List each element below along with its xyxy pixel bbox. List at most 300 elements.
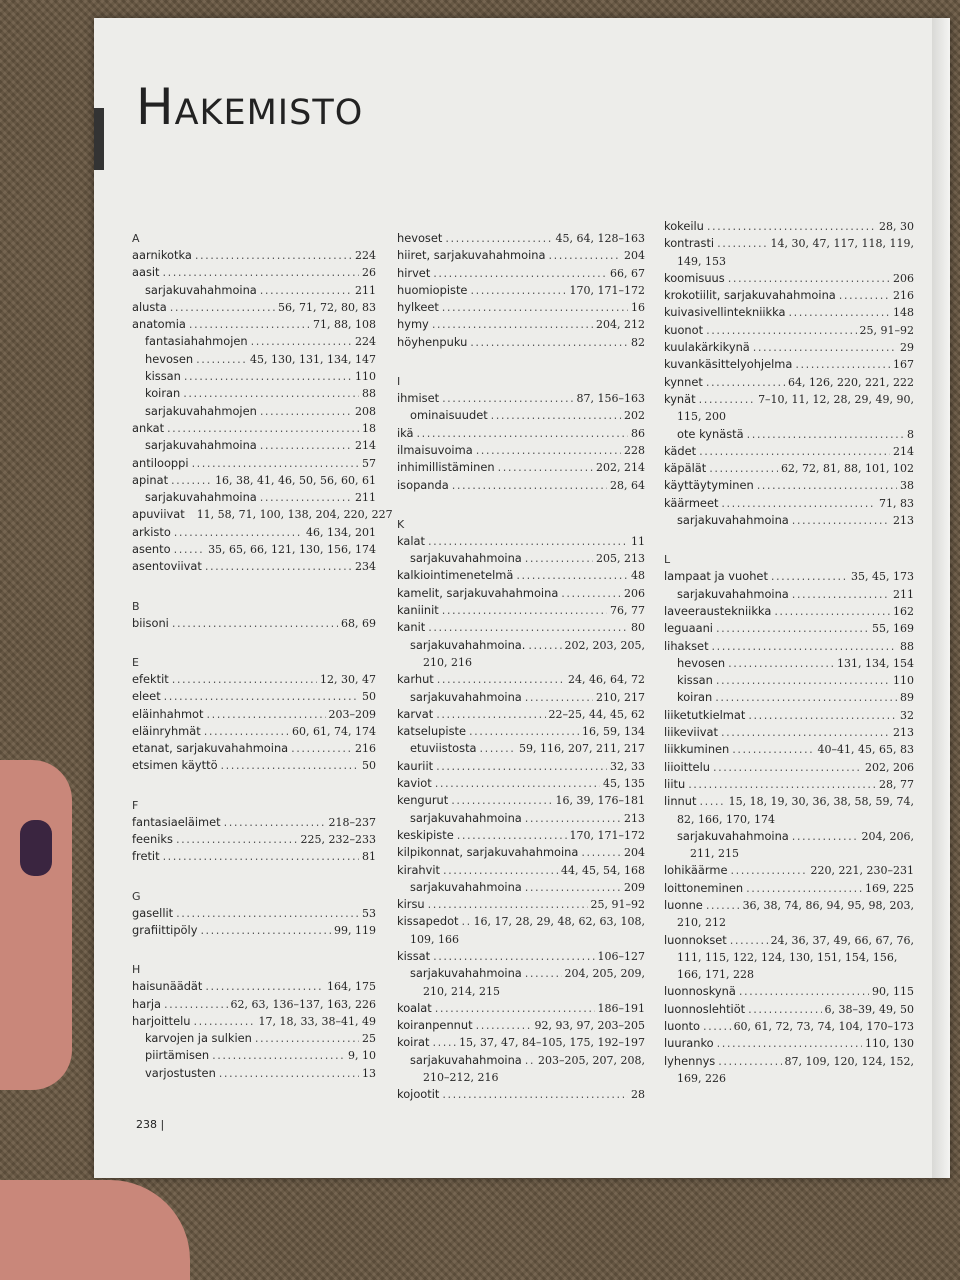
page-number: 238 | (136, 1118, 165, 1131)
leader-dots (792, 586, 890, 603)
index-entry (132, 541, 376, 558)
leader-dots (470, 334, 628, 351)
index-subentry (664, 426, 914, 443)
entry-term: sarjakuvahahmoina (410, 689, 522, 704)
hand-thumb (0, 1180, 190, 1280)
entry-pages: 45, 135 (603, 777, 645, 791)
leader-dots (435, 1000, 595, 1017)
index-entry (397, 671, 645, 688)
index-letter-section (132, 230, 393, 576)
index-entry (664, 793, 914, 810)
leader-dots (207, 706, 326, 723)
index-subentry (397, 637, 645, 654)
index-subentry (132, 1047, 376, 1064)
entry-term: laveeraustekniikka (664, 603, 772, 618)
leader-dots (171, 472, 212, 489)
entry-term: ilmaisuvoima (397, 442, 473, 457)
entry-term: sarjakuvahahmoina (410, 551, 522, 566)
entry-term: lohikäärme (664, 863, 728, 878)
entry-term: sarjakuvahahmojen (145, 403, 257, 418)
leader-dots (716, 620, 869, 637)
index-entry (397, 1086, 645, 1103)
leader-dots (462, 913, 471, 930)
entry-term: kuulakärkikynä (664, 340, 750, 355)
index-entry (664, 287, 914, 304)
index-letter-section (664, 551, 914, 1087)
index-entry (664, 391, 914, 408)
entry-pages: 62, 72, 81, 88, 101, 102 (781, 462, 914, 476)
index-entry (397, 602, 645, 619)
entry-term: arkisto (132, 524, 171, 539)
entry-pages: 202, 206 (865, 760, 914, 774)
index-letter-section (132, 797, 376, 866)
entry-pages: 203–209 (328, 707, 376, 721)
leader-dots (581, 844, 621, 861)
entry-term: kynät (664, 391, 696, 406)
entry-term: hymy (397, 317, 429, 332)
leader-dots (436, 706, 545, 723)
page-title: Hakemisto (136, 78, 364, 136)
index-subentry (397, 965, 645, 982)
leader-dots (435, 775, 600, 792)
entry-term: koiranpennut (397, 1018, 473, 1033)
entry-term: eleet (132, 689, 161, 704)
index-subentry (132, 489, 376, 506)
entry-pages: 211 (893, 587, 914, 601)
entry-term: ikä (397, 425, 414, 440)
leader-dots (255, 1030, 359, 1047)
index-letter-section (132, 654, 376, 775)
leader-dots (212, 1047, 345, 1064)
index-entry (664, 1053, 914, 1070)
leader-dots (721, 495, 876, 512)
entry-pages: 60, 61, 74, 174 (292, 724, 376, 738)
leader-dots (195, 247, 352, 264)
index-subentry (132, 351, 376, 368)
entry-pages: 110, 130 (865, 1037, 914, 1051)
entry-pages: 204 (624, 249, 645, 263)
index-subentry (132, 403, 376, 420)
section-letter: L (664, 553, 671, 567)
entry-term: haisunäädät (132, 979, 203, 994)
entry-pages: 110 (355, 370, 376, 384)
entry-term: kaviot (397, 776, 432, 791)
entry-term: efektit (132, 671, 169, 686)
index-entry (132, 524, 376, 541)
index-subentry (132, 282, 376, 299)
entry-pages-continued: 210, 212 (677, 916, 726, 930)
entry-pages: 36, 38, 74, 86, 94, 95, 98, 203, (742, 898, 914, 912)
entry-term: ankat (132, 420, 165, 435)
leader-dots (728, 270, 890, 287)
leader-dots (163, 848, 359, 865)
entry-term: hirvet (397, 265, 431, 280)
index-entry (397, 390, 645, 407)
entry-term: luonnokset (664, 932, 727, 947)
entry-pages: 214 (893, 444, 914, 458)
index-column-2 (397, 218, 645, 1126)
entry-term: antilooppi (132, 455, 189, 470)
entry-pages: 9, 10 (348, 1049, 376, 1063)
index-letter-section (132, 888, 376, 940)
index-entry (664, 1018, 914, 1035)
entry-pages: 16, 39, 176–181 (555, 794, 645, 808)
leader-dots (260, 403, 352, 420)
leader-dots (189, 316, 310, 333)
index-entry (664, 638, 914, 655)
entry-pages: 44, 45, 54, 168 (561, 863, 645, 877)
entry-pages: 13 (362, 1066, 376, 1080)
index-entry (132, 299, 376, 316)
index-entry (397, 230, 645, 247)
entry-pages: 162 (893, 604, 914, 618)
entry-pages: 17, 18, 33, 38–41, 49 (258, 1014, 376, 1028)
entry-term: liitu (664, 776, 686, 791)
leader-dots (164, 996, 228, 1013)
index-entry (397, 567, 645, 584)
entry-term: käpälät (664, 461, 707, 476)
entry-pages: 15, 18, 19, 30, 36, 38, 58, 59, 74, (728, 795, 914, 809)
index-entry (397, 334, 645, 351)
entry-term: kirahvit (397, 862, 441, 877)
entry-term: sarjakuvahahmoina (410, 810, 522, 825)
leader-dots (164, 688, 359, 705)
entry-term: luonnoskynä (664, 984, 736, 999)
entry-term: katselupiste (397, 724, 466, 739)
entry-pages: 48 (631, 569, 645, 583)
leader-dots (728, 655, 834, 672)
leader-dots (172, 671, 317, 688)
leader-dots (491, 407, 621, 424)
entry-pages: 40–41, 45, 65, 83 (817, 743, 914, 757)
entry-term: kalat (397, 533, 425, 548)
entry-term: käärmeet (664, 495, 719, 510)
leader-dots (748, 707, 897, 724)
entry-pages: 169, 225 (865, 881, 914, 895)
entry-pages: 28, 64 (610, 478, 645, 492)
entry-term: karvojen ja sulkien (145, 1031, 252, 1046)
entry-pages: 81 (362, 850, 376, 864)
leader-dots (470, 282, 566, 299)
entry-term: asento (132, 542, 171, 557)
entry-term: liioittelu (664, 759, 710, 774)
index-entry (397, 442, 645, 459)
entry-term: kädet (664, 443, 697, 458)
entry-term: harjoittelu (132, 1013, 191, 1028)
index-subentry (397, 407, 645, 424)
entry-pages: 53 (362, 906, 376, 920)
index-entry (664, 477, 914, 494)
index-subentry (397, 1052, 645, 1069)
entry-term: karvat (397, 706, 434, 721)
index-entry (397, 1034, 645, 1051)
index-subentry (397, 550, 645, 567)
entry-pages: 170, 171–172 (569, 828, 645, 842)
leader-dots (747, 426, 904, 443)
index-subentry (664, 512, 914, 529)
leader-dots (715, 689, 897, 706)
entry-term: harja (132, 996, 162, 1011)
index-subentry (397, 689, 645, 706)
leader-dots (525, 965, 562, 982)
index-entry (132, 1013, 376, 1030)
entry-term: fantasiahahmojen (145, 334, 248, 349)
entry-term: liikkuminen (664, 742, 730, 757)
entry-pages-continued: 211, 215 (690, 847, 739, 861)
entry-pages: 6, 38–39, 49, 50 (824, 1002, 914, 1016)
entry-term: kamelit, sarjakuvahahmoina (397, 585, 559, 600)
index-letter-section (132, 961, 376, 1082)
entry-pages: 28, 30 (879, 220, 914, 233)
entry-term: hevoset (397, 231, 443, 245)
index-entry (132, 905, 376, 922)
entry-pages: 32, 33 (610, 759, 645, 773)
entry-pages: 71, 88, 108 (313, 318, 376, 332)
leader-dots (717, 1035, 862, 1052)
entry-term: inhimillistäminen (397, 460, 495, 475)
entry-pages: 209 (624, 880, 645, 894)
index-subentry (397, 810, 645, 827)
entry-term: loittoneminen (664, 880, 744, 895)
leader-dots (452, 477, 607, 494)
leader-dots (432, 1034, 456, 1051)
index-entry (664, 776, 914, 793)
index-subentry (397, 879, 645, 896)
entry-term: leguaani (664, 621, 713, 636)
entry-pages: 205, 213 (596, 552, 645, 566)
entry-term: apuviivat (132, 507, 185, 522)
entry-pages: 28 (631, 1088, 645, 1102)
entry-pages: 202, 203, 205, (564, 638, 645, 652)
entry-term: aarnikotka (132, 248, 192, 262)
entry-term: sarjakuvahahmoina (145, 282, 257, 297)
entry-pages: 208 (355, 404, 376, 418)
leader-dots (561, 585, 621, 602)
entry-pages: 45, 64, 128–163 (555, 232, 645, 245)
entry-term: sarjakuvahahmoina (410, 879, 522, 894)
leader-dots (706, 322, 856, 339)
index-entry (664, 932, 914, 949)
entry-pages: 211 (355, 491, 376, 505)
entry-term: koiran (145, 386, 181, 401)
index-entry (397, 723, 645, 740)
entry-pages-continued: 149, 153 (677, 254, 726, 268)
index-entry (664, 741, 914, 758)
leader-dots (437, 671, 565, 688)
entry-term: eläinryhmät (132, 723, 201, 738)
entry-term: hevosen (145, 351, 194, 366)
entry-pages: 68, 69 (341, 616, 376, 630)
leader-dots (792, 828, 859, 845)
entry-pages: 202, 214 (596, 461, 645, 475)
index-entry (132, 688, 376, 705)
index-subentry (664, 672, 914, 689)
leader-dots (525, 1052, 535, 1069)
entry-term: kalkiointimenetelmä (397, 568, 514, 583)
entry-term: alusta (132, 299, 167, 314)
entry-pages: 12, 30, 47 (320, 672, 376, 686)
entry-term: luonto (664, 1019, 701, 1034)
entry-term: ihmiset (397, 391, 440, 406)
entry-pages: 99, 119 (334, 923, 376, 937)
entry-term: kissat (397, 948, 431, 963)
index-entry (664, 880, 914, 897)
entry-pages: 15, 37, 47, 84–105, 175, 192–197 (459, 1036, 645, 1050)
entry-pages: 225, 232–233 (300, 833, 376, 847)
entry-pages: 211 (355, 283, 376, 297)
leader-dots (457, 827, 567, 844)
index-entry (664, 603, 914, 620)
leader-dots (433, 265, 607, 282)
leader-dots (712, 638, 897, 655)
entry-term: kontrasti (664, 236, 715, 251)
index-subentry (397, 740, 645, 757)
index-subentry (132, 385, 376, 402)
leader-dots (753, 339, 897, 356)
leader-dots (176, 905, 359, 922)
index-entry (664, 304, 914, 321)
index-entry (132, 455, 376, 472)
index-entry (397, 265, 645, 282)
entry-pages: 66, 67 (610, 266, 645, 280)
leader-dots (291, 740, 352, 757)
entry-term: linnut (664, 794, 697, 809)
entry-pages: 59, 116, 207, 211, 217 (519, 742, 645, 756)
leader-dots (516, 567, 628, 584)
leader-dots (709, 460, 778, 477)
entry-term: koalat (397, 1000, 432, 1015)
entry-pages: 16, 38, 41, 46, 50, 56, 60, 61 (215, 473, 376, 487)
entry-pages: 228 (624, 443, 645, 457)
index-entry (132, 757, 376, 774)
index-entry (132, 848, 376, 865)
entry-pages: 35, 45, 173 (851, 570, 914, 584)
entry-term: feeniks (132, 832, 173, 847)
leader-dots (172, 615, 338, 632)
index-letter-section (397, 516, 645, 1104)
entry-pages: 204, 205, 209, (564, 967, 645, 981)
entry-pages: 26 (362, 266, 376, 280)
entry-pages: 90, 115 (872, 985, 914, 999)
entry-term: kynnet (664, 374, 703, 389)
leader-dots (548, 247, 621, 264)
index-entry (132, 922, 376, 939)
entry-pages: 216 (355, 742, 376, 756)
index-entry (397, 585, 645, 602)
index-subentry (132, 437, 376, 454)
leader-dots (839, 287, 890, 304)
leader-dots (451, 792, 552, 809)
entry-pages: 203–205, 207, 208, (538, 1053, 645, 1067)
index-letter-section (397, 373, 645, 494)
leader-dots (789, 304, 890, 321)
index-entry (132, 996, 376, 1013)
entry-term: hiiret, sarjakuvahahmoina (397, 248, 546, 263)
leader-dots (204, 723, 289, 740)
leader-dots (476, 1017, 532, 1034)
leader-dots (200, 922, 331, 939)
entry-pages: 204, 212 (596, 318, 645, 332)
index-entry (132, 615, 376, 632)
leader-dots (174, 524, 303, 541)
index-entry (132, 558, 376, 575)
entry-term: sarjakuvahahmoina (410, 966, 522, 981)
leader-dots (739, 983, 869, 1000)
index-subentry (664, 689, 914, 706)
entry-pages: 204 (624, 846, 645, 860)
entry-term: höyhenpuku (397, 334, 468, 349)
leader-dots (480, 740, 517, 757)
leader-dots (224, 814, 326, 831)
entry-pages: 80 (631, 621, 645, 635)
index-entry (397, 792, 645, 809)
index-letter-section (397, 230, 645, 351)
book-page (94, 18, 950, 1178)
entry-pages: 234 (355, 560, 376, 574)
section-letter: E (132, 655, 139, 669)
entry-pages: 14, 30, 47, 117, 118, 119, (770, 237, 914, 251)
entry-pages: 57 (362, 456, 376, 470)
index-entry (397, 299, 645, 316)
entry-pages: 24, 36, 37, 49, 66, 67, 76, (770, 933, 914, 947)
entry-pages: 224 (355, 335, 376, 349)
entry-pages: 71, 83 (879, 496, 914, 510)
entry-pages-continued: 210, 214, 215 (423, 984, 500, 998)
entry-pages: 56, 71, 72, 80, 83 (278, 300, 376, 314)
leader-dots (732, 741, 814, 758)
index-entry (132, 420, 376, 437)
index-subentry (132, 1065, 376, 1082)
section-letter: I (397, 375, 401, 389)
entry-term: etuviistosta (410, 741, 477, 756)
index-entry (664, 218, 914, 235)
entry-pages: 213 (624, 811, 645, 825)
entry-pages: 25, 91–92 (590, 898, 645, 912)
leader-dots (792, 512, 890, 529)
leader-dots (442, 1086, 628, 1103)
entry-pages: 170, 171–172 (569, 283, 645, 297)
index-column-3 (664, 218, 914, 1109)
index-entry (397, 706, 645, 723)
index-entry (664, 235, 914, 252)
index-entry (664, 983, 914, 1000)
entry-pages: 60, 61, 72, 73, 74, 104, 170–173 (733, 1020, 914, 1034)
entry-pages-continued: 111, 115, 122, 124, 130, 151, 154, 156, (677, 950, 898, 964)
entry-pages: 7–10, 11, 12, 28, 29, 49, 90, (758, 392, 914, 406)
leader-dots (699, 391, 755, 408)
entry-pages: 164, 175 (327, 980, 376, 994)
entry-term: hevosen (677, 655, 726, 670)
entry-term: luonne (664, 897, 703, 912)
leader-dots (703, 1018, 731, 1035)
entry-term: aasit (132, 265, 160, 280)
index-entry (664, 620, 914, 637)
entry-pages: 28, 77 (879, 777, 914, 791)
index-entry (397, 827, 645, 844)
entry-pages-continued: 166, 171, 228 (677, 968, 754, 982)
entry-term: sarjakuvahahmoina (145, 490, 257, 505)
leader-dots (184, 368, 352, 385)
entry-pages: 8 (907, 427, 914, 441)
leader-dots (205, 978, 324, 995)
leader-dots (260, 437, 352, 454)
entry-pages: 76, 77 (610, 604, 645, 618)
leader-dots (433, 948, 594, 965)
index-subentry (132, 1030, 376, 1047)
leader-dots (774, 603, 890, 620)
entry-term: kengurut (397, 793, 449, 808)
index-subentry (664, 828, 914, 845)
